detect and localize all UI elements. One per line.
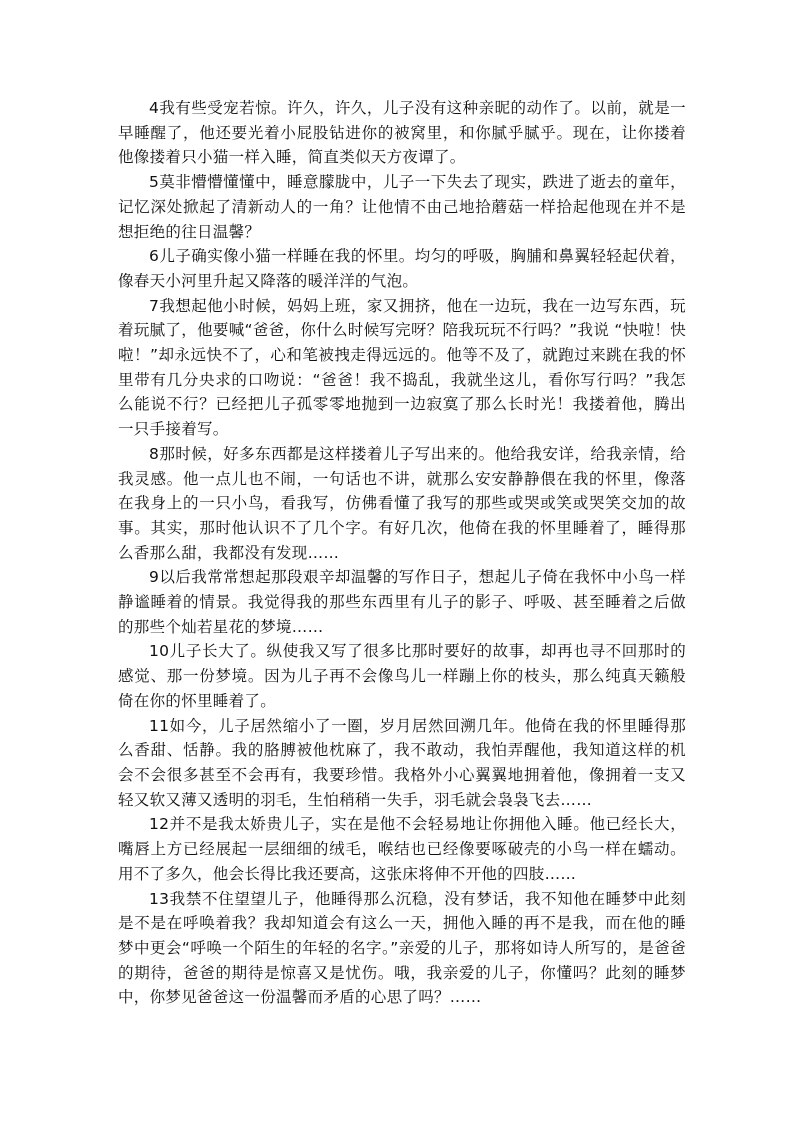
paragraph-8: 8那时候，好多东西都是这样搂着儿子写出来的。他给我安详，给我亲情，给我灵感。他一点儿也不闹，一句话也不讲，就那么安安静静偎在我的怀里，像落在我身上的一只小鸟，看我写，仿佛看懂了我写的那些或哭或笑或哭笑交加的故事。其实，那时他认识不了几个字。有好几次，他倚在我的怀里睡着了，睡得那么香那么甜，我都没有发现…… [118,444,686,562]
paragraph-6: 6儿子确实像小猫一样睡在我的怀里。均匀的呼吸，胸脯和鼻翼轻轻起伏着，像春天小河里升起又降落的暖洋洋的气泡。 [118,247,686,290]
paragraph-12: 12并不是我太娇贵儿子，实在是他不会轻易地让你拥他入睡。他已经长大，嘴唇上方已经展起一层细细的绒毛，喉结也已经像要啄破壳的小鸟一样在蠕动。用不了多久，他会长得比我还要高，这张床将伸不开他的四肢…… [118,815,686,883]
paragraph-9: 9以后我常常想起那段艰辛却温馨的写作日子，想起儿子倚在我怀中小鸟一样静谧睡着的情景。我觉得我的那些东西里有儿子的影子、呼吸、甚至睡着之后做的那些个灿若星花的梦境…… [118,568,686,636]
paragraph-11: 11如今，儿子居然缩小了一圈，岁月居然回溯几年。他倚在我的怀里睡得那么香甜、恬静。我的胳膊被他枕麻了，我不敢动，我怕弄醒他，我知道这样的机会不会很多甚至不会再有，我要珍惜。我格外小心翼翼地拥着他，像拥着一支又轻又软又薄又透明的羽毛，生怕稍稍一失手，羽毛就会袅袅飞去…… [118,716,686,809]
paragraph-4: 4我有些受宠若惊。许久，许久，儿子没有这种亲昵的动作了。以前，就是一早睡醒了，他还要光着小屁股钻进你的被窝里，和你腻乎腻乎。现在，让你搂着他像搂着只小猫一样入睡，简直类似天方夜谭了。 [118,99,686,167]
paragraph-7: 7我想起他小时候，妈妈上班，家又拥挤，他在一边玩，我在一边写东西，玩着玩腻了，他要喊“爸爸，你什么时候写完呀？陪我玩玩不行吗？”我说 “快啦！快啦！”却永远快不了，心和笔被拽走得远远的。他等不及了，就跑过来跳在我的怀里带有几分央求的口吻说：“爸爸！我不捣乱，我就坐这儿，看你写行吗？”我怎么能说不行？已经把儿子孤零零地抛到一边寂寞了那么长时光！我搂着他，腾出一只手接着写。 [118,296,686,439]
paragraph-5: 5莫非懵懵懂懂中，睡意朦胧中，儿子一下失去了现实，跌进了逝去的童年，记忆深处掀起了清新动人的一角？让他情不由己地拾蘑菇一样拾起他现在并不是想拒绝的往日温馨？ [118,173,686,241]
paragraph-10: 10儿子长大了。纵使我又写了很多比那时要好的故事，却再也寻不回那时的感觉、那一份梦境。因为儿子再不会像鸟儿一样蹦上你的枝头，那么纯真天籁般倚在你的怀里睡着了。 [118,642,686,710]
paragraph-13: 13我禁不住望望儿子，他睡得那么沉稳，没有梦话，我不知他在睡梦中此刻是不是在呼唤着我？我却知道会有这么一天，拥他入睡的再不是我，而在他的睡梦中更会“呼唤一个陌生的年轻的名字。”亲爱的儿子，那将如诗人所写的，是爸爸的期待，爸爸的期待是惊喜又是忧伤。哦，我亲爱的儿子，你懂吗？此刻的睡梦中，你梦见爸爸这一份温馨而矛盾的心思了吗？…… [118,889,686,1007]
article-body [118,96,686,1010]
